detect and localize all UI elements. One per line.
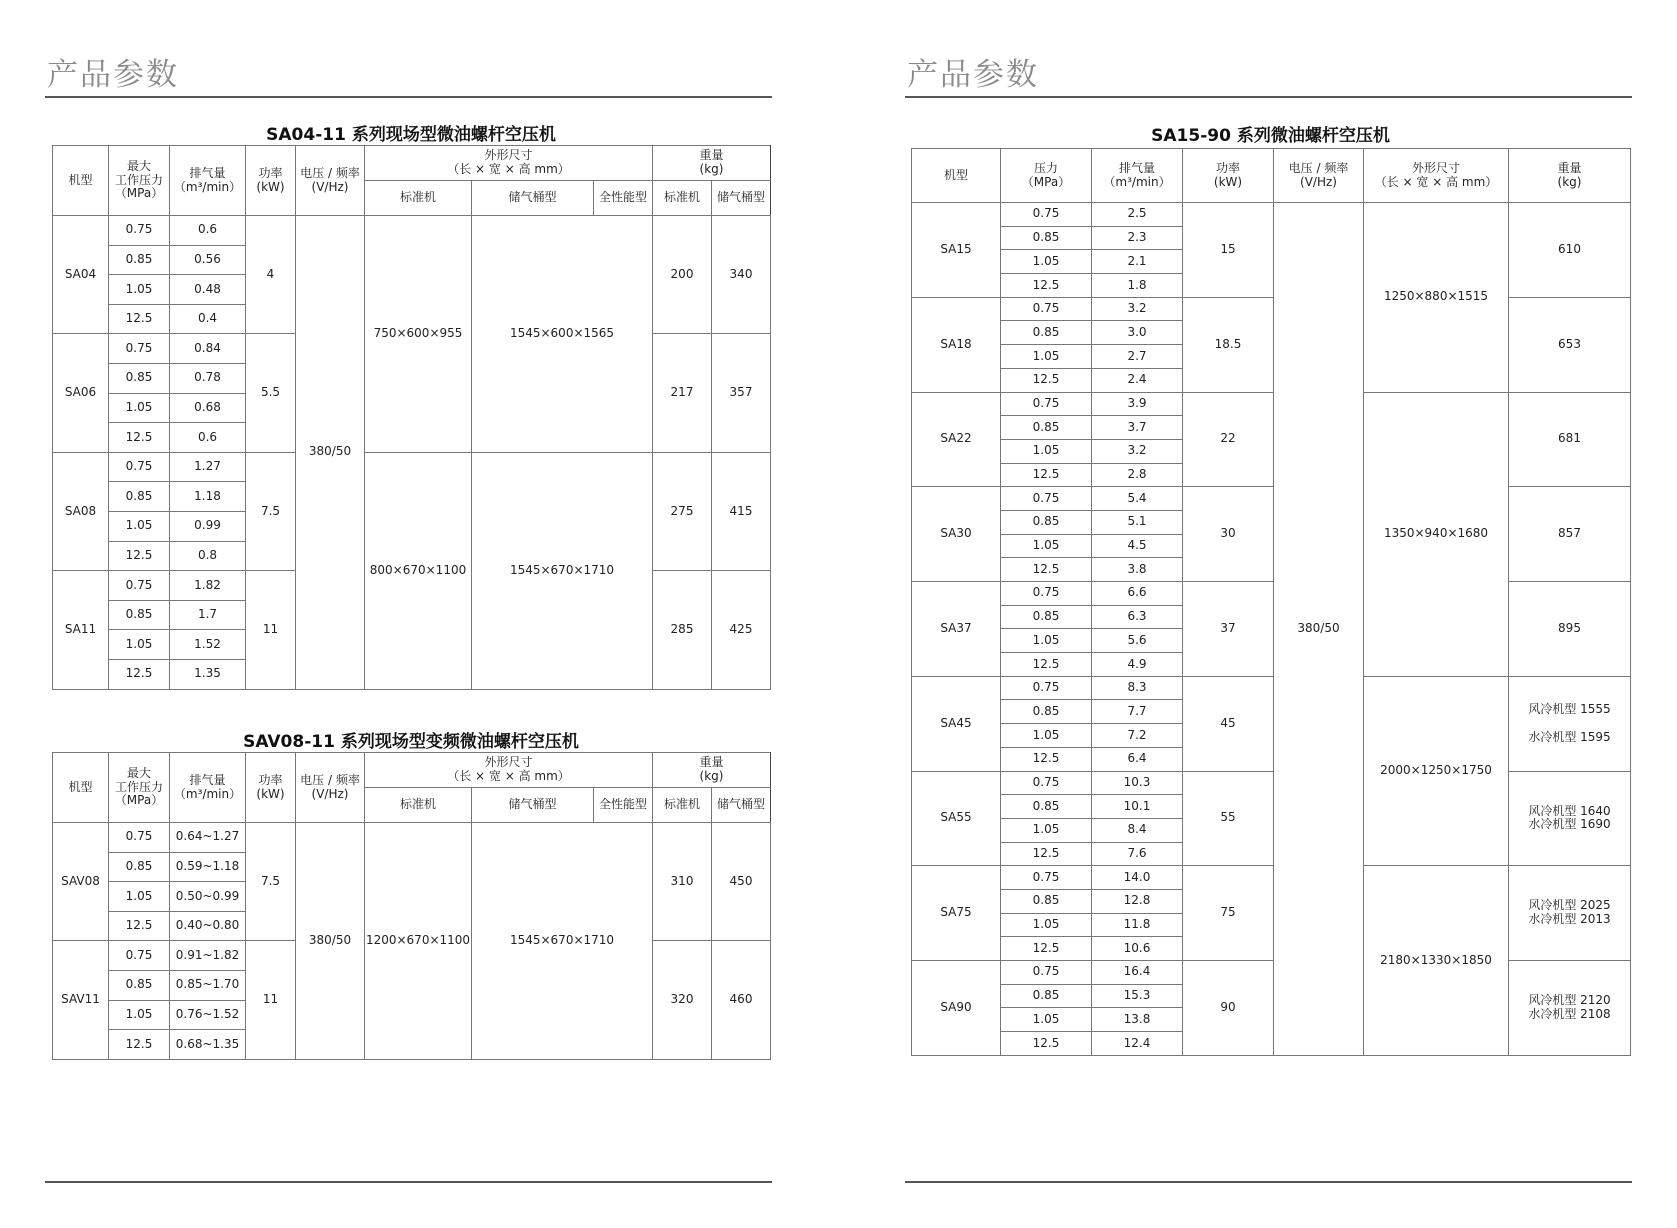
flow-cell: 7.7 [1092,700,1183,724]
table-row [53,452,771,482]
weight-std-cell: 275 [653,452,712,570]
weight-cell: 风冷机型 2025 水冷机型 2013 [1509,866,1631,961]
flow-cell: 4.9 [1092,653,1183,677]
pressure-cell: 0.85 [109,482,170,512]
model-cell: SAV11 [53,941,109,1059]
pressure-cell: 0.75 [109,452,170,482]
left-page-footer-rule [45,1181,772,1183]
header-pressure: 最大 工作压力 （MPa） [109,753,170,823]
pressure-cell: 0.75 [1001,582,1092,606]
model-cell: SA06 [53,334,109,452]
pressure-cell: 0.85 [109,852,170,882]
left-page-header [45,52,772,98]
flow-cell: 0.68 [170,393,246,423]
flow-cell: 0.68~1.35 [170,1030,246,1060]
sa0411-spec-table [52,145,771,690]
flow-cell: 3.0 [1092,321,1183,345]
pressure-cell: 0.75 [1001,676,1092,700]
flow-cell: 7.6 [1092,842,1183,866]
flow-cell: 1.18 [170,482,246,512]
pressure-cell: 0.75 [1001,866,1092,890]
pressure-cell: 12.5 [109,911,170,941]
model-cell: SA22 [912,392,1001,487]
model-cell: SA37 [912,582,1001,677]
weight-std-cell: 310 [653,823,712,941]
flow-cell: 3.9 [1092,392,1183,416]
pressure-cell: 0.85 [109,363,170,393]
voltage-cell: 380/50 [296,216,365,690]
weight-std-cell: 200 [653,216,712,334]
dims-std-cell: 1200×670×1100 [365,823,472,1060]
pressure-cell: 12.5 [1001,558,1092,582]
flow-cell: 0.85~1.70 [170,970,246,1000]
dims-cell: 1350×940×1680 [1364,392,1509,676]
pressure-cell: 12.5 [109,304,170,334]
dims-cell: 1250×880×1515 [1364,203,1509,393]
pressure-cell: 0.85 [109,245,170,275]
pressure-cell: 0.75 [1001,297,1092,321]
flow-cell: 0.56 [170,245,246,275]
model-cell: SA18 [912,297,1001,392]
flow-cell: 11.8 [1092,913,1183,937]
table-row [912,961,1631,985]
flow-cell: 0.48 [170,275,246,305]
pressure-cell: 0.75 [1001,487,1092,511]
pressure-cell: 0.85 [109,970,170,1000]
flow-cell: 16.4 [1092,961,1183,985]
header-weight-std: 标准机 [653,181,712,216]
model-cell: SA30 [912,487,1001,582]
pressure-cell: 0.75 [1001,392,1092,416]
dims-cell: 2000×1250×1750 [1364,676,1509,866]
pressure-cell: 0.75 [109,941,170,971]
model-cell: SA45 [912,676,1001,771]
model-cell: SA08 [53,452,109,570]
table-row [912,297,1631,321]
power-cell: 37 [1183,582,1274,677]
power-cell: 30 [1183,487,1274,582]
model-cell: SA15 [912,203,1001,298]
pressure-cell: 1.05 [1001,629,1092,653]
pressure-cell: 0.75 [109,823,170,853]
flow-cell: 3.2 [1092,297,1183,321]
dims-tank-cell: 1545×600×1565 [472,216,653,453]
pressure-cell: 1.05 [1001,724,1092,748]
power-cell: 4 [246,216,296,334]
header-weight: 重量 (kg) [653,753,771,788]
weight-tank-cell: 460 [712,941,771,1059]
table-row [912,392,1631,416]
header-dims-std: 标准机 [365,181,472,216]
model-cell: SA55 [912,771,1001,866]
model-cell: SAV08 [53,823,109,941]
power-cell: 7.5 [246,823,296,941]
power-cell: 75 [1183,866,1274,961]
dims-tank-cell: 1545×670×1710 [472,823,653,1060]
pressure-cell: 1.05 [109,393,170,423]
header-weight-std: 标准机 [653,788,712,823]
pressure-cell: 12.5 [1001,747,1092,771]
table-row [912,866,1631,890]
flow-cell: 10.3 [1092,771,1183,795]
flow-cell: 0.59~1.18 [170,852,246,882]
pressure-cell: 0.75 [109,334,170,364]
header-power: 功率 (kW) [246,753,296,823]
header-model: 机型 [53,753,109,823]
header-voltage: 电压 / 频率 (V/Hz) [296,753,365,823]
power-cell: 5.5 [246,334,296,452]
flow-cell: 0.91~1.82 [170,941,246,971]
flow-cell: 12.4 [1092,1032,1183,1056]
pressure-cell: 1.05 [1001,913,1092,937]
pressure-cell: 12.5 [109,423,170,453]
table-row [912,676,1631,700]
flow-cell: 6.4 [1092,747,1183,771]
header-weight-tank: 储气桶型 [712,788,771,823]
flow-cell: 5.6 [1092,629,1183,653]
table-row [912,771,1631,795]
header-dims-tank: 储气桶型 [472,181,594,216]
table-row [53,216,771,246]
power-cell: 45 [1183,676,1274,771]
flow-cell: 0.78 [170,363,246,393]
flow-cell: 2.1 [1092,250,1183,274]
header-dims: 外形尺寸 （长 × 宽 × 高 mm） [1364,149,1509,203]
left-page-heading: 产品参数 [47,57,179,93]
weight-std-cell: 320 [653,941,712,1059]
pressure-cell: 0.85 [109,600,170,630]
pressure-cell: 1.05 [1001,1008,1092,1032]
table-row [912,582,1631,606]
flow-cell: 10.6 [1092,937,1183,961]
flow-cell: 0.8 [170,541,246,571]
flow-cell: 2.5 [1092,203,1183,227]
weight-cell: 610 [1509,203,1631,298]
sav0811-table-title: SAV08-11 系列现场型变频微油螺杆空压机 [243,732,579,752]
dims-tank-cell: 1545×670×1710 [472,452,653,689]
header-dims-tank: 储气桶型 [472,788,594,823]
weight-tank-cell: 425 [712,571,771,689]
pressure-cell: 12.5 [109,659,170,689]
pressure-cell: 1.05 [1001,250,1092,274]
table-row [912,487,1631,511]
weight-std-cell: 217 [653,334,712,452]
flow-cell: 1.82 [170,571,246,601]
voltage-cell: 380/50 [296,823,365,1060]
flow-cell: 1.27 [170,452,246,482]
flow-cell: 3.7 [1092,416,1183,440]
weight-cell: 681 [1509,392,1631,487]
sa1590-table-title: SA15-90 系列微油螺杆空压机 [1151,126,1390,146]
flow-cell: 3.8 [1092,558,1183,582]
flow-cell: 0.64~1.27 [170,823,246,853]
flow-cell: 12.8 [1092,889,1183,913]
header-dims-std: 标准机 [365,788,472,823]
header-dims: 外形尺寸 （长 × 宽 × 高 mm） [365,753,653,788]
flow-cell: 6.3 [1092,605,1183,629]
sav0811-spec-table [52,752,771,1060]
header-model: 机型 [53,146,109,216]
weight-tank-cell: 357 [712,334,771,452]
flow-cell: 2.3 [1092,226,1183,250]
power-cell: 55 [1183,771,1274,866]
right-page-footer-rule [905,1181,1632,1183]
flow-cell: 0.6 [170,423,246,453]
table-row [912,203,1631,227]
header-weight: 重量 (kg) [653,146,771,181]
pressure-cell: 0.75 [109,571,170,601]
header-dims-full: 全性能型 [594,788,653,823]
pressure-cell: 0.75 [1001,203,1092,227]
dims-cell: 2180×1330×1850 [1364,866,1509,1056]
flow-cell: 0.76~1.52 [170,1000,246,1030]
header-weight: 重量 (kg) [1509,149,1631,203]
pressure-cell: 12.5 [1001,463,1092,487]
header-pressure: 压力 （MPa） [1001,149,1092,203]
right-page-heading: 产品参数 [907,57,1039,93]
flow-cell: 0.6 [170,216,246,246]
power-cell: 11 [246,941,296,1059]
flow-cell: 10.1 [1092,795,1183,819]
flow-cell: 8.4 [1092,818,1183,842]
pressure-cell: 1.05 [109,882,170,912]
pressure-cell: 12.5 [109,541,170,571]
pressure-cell: 0.75 [1001,961,1092,985]
flow-cell: 7.2 [1092,724,1183,748]
weight-tank-cell: 450 [712,823,771,941]
header-flow: 排气量 （m³/min） [170,146,246,216]
weight-tank-cell: 415 [712,452,771,570]
header-weight-tank: 储气桶型 [712,181,771,216]
right-page-header [905,52,1632,98]
weight-tank-cell: 340 [712,216,771,334]
pressure-cell: 12.5 [109,1030,170,1060]
header-flow: 排气量 （m³/min） [1092,149,1183,203]
flow-cell: 0.4 [170,304,246,334]
header-flow: 排气量 （m³/min） [170,753,246,823]
flow-cell: 1.52 [170,630,246,660]
table-row [53,823,771,853]
header-dims-full: 全性能型 [594,181,653,216]
weight-cell: 653 [1509,297,1631,392]
flow-cell: 5.4 [1092,487,1183,511]
flow-cell: 2.7 [1092,345,1183,369]
pressure-cell: 0.85 [1001,416,1092,440]
pressure-cell: 12.5 [1001,368,1092,392]
pressure-cell: 12.5 [1001,274,1092,298]
sa0411-table-title: SA04-11 系列现场型微油螺杆空压机 [266,125,556,145]
flow-cell: 14.0 [1092,866,1183,890]
header-pressure: 最大 工作压力 （MPa） [109,146,170,216]
pressure-cell: 0.75 [109,216,170,246]
header-power: 功率 (kW) [1183,149,1274,203]
pressure-cell: 12.5 [1001,1032,1092,1056]
model-cell: SA11 [53,571,109,689]
pressure-cell: 1.05 [109,511,170,541]
weight-cell: 风冷机型 1555 水冷机型 1595 [1509,676,1631,771]
weight-cell: 风冷机型 2120 水冷机型 2108 [1509,961,1631,1056]
flow-cell: 0.99 [170,511,246,541]
flow-cell: 5.1 [1092,510,1183,534]
header-dims: 外形尺寸 （长 × 宽 × 高 mm） [365,146,653,181]
sa1590-spec-table [911,148,1631,1056]
model-cell: SA75 [912,866,1001,961]
pressure-cell: 1.05 [109,630,170,660]
flow-cell: 2.8 [1092,463,1183,487]
flow-cell: 1.8 [1092,274,1183,298]
pressure-cell: 0.85 [1001,510,1092,534]
pressure-cell: 0.85 [1001,795,1092,819]
power-cell: 90 [1183,961,1274,1056]
weight-std-cell: 285 [653,571,712,689]
flow-cell: 0.40~0.80 [170,911,246,941]
pressure-cell: 1.05 [109,1000,170,1030]
flow-cell: 4.5 [1092,534,1183,558]
power-cell: 22 [1183,392,1274,487]
model-cell: SA90 [912,961,1001,1056]
pressure-cell: 1.05 [1001,345,1092,369]
pressure-cell: 1.05 [1001,534,1092,558]
dims-std-cell: 800×670×1100 [365,452,472,689]
flow-cell: 0.50~0.99 [170,882,246,912]
power-cell: 7.5 [246,452,296,570]
weight-cell: 风冷机型 1640 水冷机型 1690 [1509,771,1631,866]
flow-cell: 15.3 [1092,984,1183,1008]
voltage-cell: 380/50 [1274,203,1364,1056]
pressure-cell: 1.05 [1001,818,1092,842]
pressure-cell: 0.85 [1001,889,1092,913]
pressure-cell: 12.5 [1001,937,1092,961]
pressure-cell: 0.85 [1001,226,1092,250]
power-cell: 15 [1183,203,1274,298]
pressure-cell: 0.85 [1001,984,1092,1008]
pressure-cell: 12.5 [1001,842,1092,866]
pressure-cell: 0.85 [1001,700,1092,724]
header-voltage: 电压 / 频率 (V/Hz) [296,146,365,216]
header-voltage: 电压 / 频率 (V/Hz) [1274,149,1364,203]
header-power: 功率 (kW) [246,146,296,216]
flow-cell: 1.35 [170,659,246,689]
pressure-cell: 0.75 [1001,771,1092,795]
pressure-cell: 0.85 [1001,605,1092,629]
dims-std-cell: 750×600×955 [365,216,472,453]
pressure-cell: 1.05 [1001,439,1092,463]
flow-cell: 8.3 [1092,676,1183,700]
flow-cell: 6.6 [1092,582,1183,606]
flow-cell: 2.4 [1092,368,1183,392]
weight-cell: 857 [1509,487,1631,582]
power-cell: 18.5 [1183,297,1274,392]
flow-cell: 1.7 [170,600,246,630]
header-model: 机型 [912,149,1001,203]
power-cell: 11 [246,571,296,689]
flow-cell: 0.84 [170,334,246,364]
model-cell: SA04 [53,216,109,334]
weight-cell: 895 [1509,582,1631,677]
flow-cell: 3.2 [1092,439,1183,463]
pressure-cell: 1.05 [109,275,170,305]
pressure-cell: 0.85 [1001,321,1092,345]
pressure-cell: 12.5 [1001,653,1092,677]
flow-cell: 13.8 [1092,1008,1183,1032]
